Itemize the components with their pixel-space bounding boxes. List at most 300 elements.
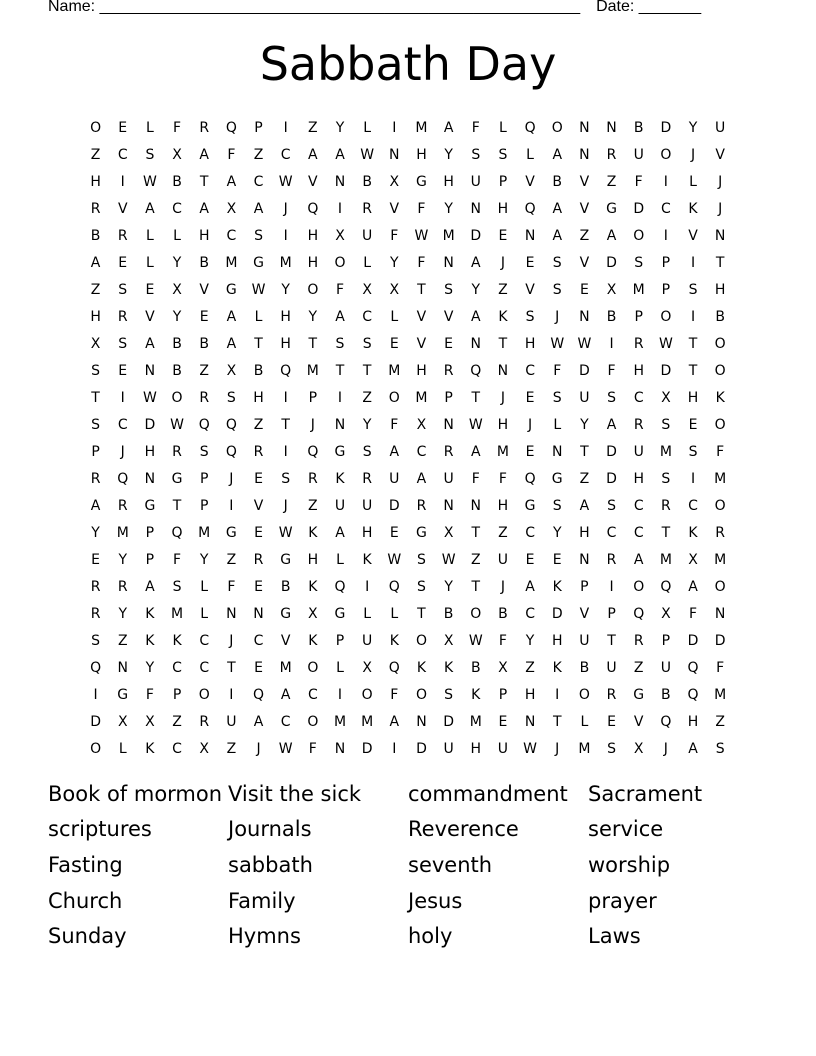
grid-letter: K <box>552 660 562 677</box>
grid-letter: W <box>658 335 673 352</box>
grid-letter: U <box>470 173 481 190</box>
grid-letter: D <box>361 741 373 758</box>
word-bank-item: commandment <box>408 781 568 806</box>
grid-letter: S <box>471 146 481 163</box>
grid-letter: X <box>308 606 318 623</box>
grid-letter: B <box>172 173 182 190</box>
grid-letter: T <box>688 335 698 352</box>
grid-letter: M <box>171 606 184 623</box>
grid-letter: S <box>525 308 535 325</box>
grid-letter: I <box>337 687 343 704</box>
grid-letter: P <box>634 308 643 325</box>
grid-letter: M <box>361 714 374 731</box>
grid-letter: C <box>117 146 128 163</box>
grid-letter: M <box>496 443 509 460</box>
grid-letter: L <box>689 173 697 190</box>
grid-letter: H <box>307 552 319 569</box>
grid-letter: W <box>170 416 184 433</box>
grid-letter: Z <box>308 119 318 136</box>
grid-letter: B <box>579 660 590 677</box>
grid-letter: Y <box>688 119 698 136</box>
grid-letter: H <box>579 524 590 541</box>
grid-letter: U <box>633 443 644 460</box>
grid-letter: V <box>416 308 427 325</box>
grid-letter: L <box>145 227 154 244</box>
grid-letter: E <box>525 552 535 569</box>
grid-letter: Q <box>280 362 292 379</box>
grid-letter: P <box>498 687 508 704</box>
grid-letter: X <box>498 660 508 677</box>
grid-letter: Q <box>660 714 672 731</box>
grid-letter: I <box>690 254 696 271</box>
grid-letter: I <box>120 389 125 406</box>
grid-letter: N <box>579 552 590 569</box>
grid-letter: W <box>468 416 483 433</box>
grid-letter: B <box>172 335 182 352</box>
grid-letter: N <box>389 146 400 163</box>
grid-letter: W <box>550 335 565 352</box>
grid-letter: C <box>199 660 210 677</box>
grid-letter: G <box>551 470 563 487</box>
word-bank-item: Family <box>228 888 296 913</box>
grid-letter: L <box>553 416 562 433</box>
grid-letter: A <box>633 552 644 569</box>
grid-letter: A <box>335 146 345 163</box>
grid-letter: S <box>91 416 101 433</box>
grid-letter: Z <box>308 497 318 514</box>
grid-letter: R <box>90 579 101 596</box>
grid-letter: S <box>362 335 372 352</box>
grid-letter: T <box>199 173 209 190</box>
grid-letter: P <box>335 633 345 650</box>
grid-letter: T <box>281 416 290 433</box>
grid-letter: M <box>225 254 238 271</box>
word-bank-item: worship <box>588 852 671 877</box>
grid-letter: J <box>310 416 315 433</box>
grid-letter: J <box>555 741 560 758</box>
grid-letter: Z <box>253 416 264 433</box>
grid-letter: Y <box>91 524 100 541</box>
grid-letter: A <box>226 308 237 325</box>
grid-letter: A <box>90 497 101 514</box>
grid-letter: Q <box>524 200 536 217</box>
grid-letter: A <box>470 443 481 460</box>
grid-letter: Y <box>335 119 345 136</box>
grid-letter: J <box>718 200 723 217</box>
grid-letter: H <box>280 335 291 352</box>
grid-letter: O <box>307 714 319 731</box>
grid-letter: P <box>172 687 182 704</box>
grid-letter: R <box>172 443 182 460</box>
grid-letter: F <box>716 443 725 460</box>
grid-letter: G <box>280 552 292 569</box>
grid-letter: W <box>577 335 592 352</box>
grid-letter: R <box>362 470 372 487</box>
grid-letter: L <box>363 606 372 623</box>
grid-letter: N <box>144 470 156 487</box>
grid-letter: I <box>663 227 668 244</box>
grid-letter: H <box>90 173 101 190</box>
header-fields <box>48 0 701 17</box>
grid-letter: V <box>579 606 590 623</box>
grid-letter: O <box>415 687 427 704</box>
grid-letter: A <box>280 687 291 704</box>
grid-letter: A <box>145 335 155 352</box>
grid-letter: P <box>661 254 671 271</box>
grid-letter: L <box>200 579 209 596</box>
grid-letter: S <box>498 146 508 163</box>
grid-letter: B <box>606 308 617 325</box>
grid-letter: I <box>337 389 343 406</box>
grid-letter: E <box>254 470 263 487</box>
grid-letter: N <box>579 119 590 136</box>
grid-letter: P <box>444 389 453 406</box>
word-bank-item: Church <box>48 888 123 913</box>
grid-letter: Y <box>471 281 481 298</box>
grid-letter: C <box>633 497 644 514</box>
grid-letter: Z <box>226 741 237 758</box>
grid-letter: A <box>552 146 563 163</box>
grid-letter: S <box>172 579 182 596</box>
grid-letter: C <box>280 146 291 163</box>
grid-letter: V <box>579 254 590 271</box>
grid-letter: T <box>552 714 562 731</box>
grid-letter: D <box>633 200 645 217</box>
grid-letter: A <box>308 146 318 163</box>
grid-letter: G <box>334 443 346 460</box>
grid-letter: B <box>90 227 101 244</box>
grid-letter: O <box>551 119 563 136</box>
grid-letter: K <box>335 470 345 487</box>
word-bank-item: Reverence <box>408 817 519 842</box>
grid-letter: R <box>307 470 318 487</box>
grid-letter: I <box>555 687 560 704</box>
grid-letter: R <box>443 362 454 379</box>
grid-letter: P <box>199 470 209 487</box>
grid-letter: X <box>172 281 182 298</box>
grid-letter: G <box>225 281 237 298</box>
grid-letter: F <box>634 173 643 190</box>
grid-letter: U <box>362 227 373 244</box>
word-bank-item: prayer <box>588 888 657 913</box>
grid-letter: T <box>688 362 698 379</box>
grid-letter: H <box>551 633 563 650</box>
grid-letter: V <box>117 200 128 217</box>
grid-letter: Q <box>687 687 699 704</box>
grid-letter: Z <box>633 660 644 677</box>
grid-letter: F <box>607 362 616 379</box>
grid-letter: I <box>229 497 234 514</box>
grid-letter: L <box>145 254 154 271</box>
grid-letter: R <box>633 633 644 650</box>
grid-letter: W <box>278 741 293 758</box>
grid-letter: F <box>390 687 399 704</box>
grid-letter: H <box>687 714 699 731</box>
grid-letter: S <box>444 687 454 704</box>
grid-letter: Y <box>552 524 562 541</box>
grid-letter: C <box>280 714 291 731</box>
grid-letter: Q <box>470 362 482 379</box>
grid-letter: I <box>392 741 397 758</box>
grid-letter: F <box>390 416 399 433</box>
grid-letter: Z <box>579 227 590 244</box>
grid-letter: C <box>633 389 644 406</box>
grid-letter: V <box>416 335 427 352</box>
grid-letter: B <box>199 254 209 271</box>
grid-letter: U <box>579 389 590 406</box>
grid-letter: H <box>633 470 644 487</box>
grid-letter: L <box>390 606 399 623</box>
page-title: Sabbath Day <box>259 37 557 91</box>
grid-letter: A <box>606 227 617 244</box>
grid-letter: H <box>714 281 726 298</box>
grid-letter: T <box>335 362 345 379</box>
grid-letter: E <box>254 660 263 677</box>
grid-letter: Z <box>525 660 535 677</box>
grid-letter: Y <box>172 308 182 325</box>
grid-letter: K <box>145 606 155 623</box>
grid-letter: G <box>633 687 645 704</box>
grid-letter: C <box>117 416 128 433</box>
grid-letter: N <box>551 443 563 460</box>
grid-letter: Y <box>281 281 290 298</box>
grid-letter: N <box>226 606 237 623</box>
grid-letter: J <box>283 200 288 217</box>
grid-letter: S <box>417 552 426 569</box>
grid-letter: U <box>443 470 454 487</box>
grid-letter: E <box>525 443 535 460</box>
grid-letter: X <box>661 606 671 623</box>
grid-letter: Y <box>444 579 453 596</box>
grid-letter: T <box>91 389 100 406</box>
grid-letter: F <box>498 470 507 487</box>
grid-letter: W <box>251 281 266 298</box>
grid-letter: I <box>283 227 288 244</box>
grid-letter: W <box>360 146 375 163</box>
grid-letter: Q <box>307 200 319 217</box>
grid-letter: F <box>308 741 317 758</box>
grid-letter: O <box>714 416 726 433</box>
grid-letter: R <box>90 200 101 217</box>
grid-letter: N <box>334 416 346 433</box>
grid-letter: U <box>660 660 671 677</box>
grid-letter: M <box>442 227 455 244</box>
grid-letter: D <box>687 633 699 650</box>
grid-letter: Z <box>498 281 508 298</box>
grid-letter: H <box>524 687 536 704</box>
grid-letter: X <box>416 416 427 433</box>
grid-letter: C <box>253 633 264 650</box>
grid-letter: V <box>443 308 454 325</box>
grid-letter: Y <box>118 552 128 569</box>
grid-letter: J <box>528 416 533 433</box>
word-bank-item: service <box>588 817 664 842</box>
grid-letter: A <box>389 443 400 460</box>
grid-letter: O <box>307 281 319 298</box>
grid-letter: U <box>497 552 509 569</box>
grid-letter: Q <box>225 416 237 433</box>
grid-letter: L <box>336 552 344 569</box>
grid-letter: C <box>226 227 237 244</box>
grid-letter: D <box>388 497 400 514</box>
word-bank-item: Visit the sick <box>228 781 362 806</box>
grid-letter: Q <box>225 443 237 460</box>
grid-letter: R <box>117 579 128 596</box>
grid-letter: A <box>335 308 345 325</box>
grid-letter: K <box>308 633 318 650</box>
grid-letter: Z <box>498 524 508 541</box>
grid-letter: F <box>471 119 480 136</box>
grid-letter: R <box>715 524 726 541</box>
grid-letter: G <box>524 497 536 514</box>
grid-letter: R <box>606 146 617 163</box>
grid-letter: F <box>471 470 480 487</box>
grid-letter: G <box>280 606 292 623</box>
grid-letter: P <box>254 119 263 136</box>
grid-letter: Q <box>524 470 536 487</box>
grid-letter: F <box>390 227 399 244</box>
grid-letter: I <box>609 335 614 352</box>
grid-letter: R <box>199 714 210 731</box>
grid-letter: J <box>718 173 723 190</box>
grid-letter: Q <box>334 579 346 596</box>
grid-letter: V <box>253 497 264 514</box>
grid-letter: H <box>198 227 210 244</box>
grid-letter: X <box>90 335 101 352</box>
grid-letter: P <box>661 633 671 650</box>
grid-letter: Z <box>362 389 372 406</box>
grid-letter: C <box>253 173 264 190</box>
grid-letter: F <box>173 552 182 569</box>
grid-letter: H <box>307 254 319 271</box>
grid-letter: T <box>471 389 481 406</box>
grid-letter: K <box>389 633 399 650</box>
grid-letter: T <box>362 362 372 379</box>
grid-letter: H <box>90 308 101 325</box>
grid-letter: A <box>145 200 155 217</box>
grid-letter: S <box>607 389 616 406</box>
grid-letter: M <box>415 389 428 406</box>
grid-letter: Y <box>362 416 372 433</box>
grid-letter: I <box>609 579 614 596</box>
grid-letter: P <box>308 389 318 406</box>
name-line: ______________________________________________________ <box>99 0 581 15</box>
grid-letter: M <box>659 552 672 569</box>
grid-letter: J <box>229 633 234 650</box>
grid-letter: S <box>552 389 562 406</box>
grid-letter: F <box>145 687 154 704</box>
grid-letter: O <box>660 308 672 325</box>
grid-letter: D <box>606 443 617 460</box>
grid-letter: R <box>253 443 264 460</box>
grid-letter: S <box>607 741 616 758</box>
word-bank-item: sabbath <box>228 852 313 877</box>
word-bank-item: Book of mormon <box>48 781 223 806</box>
grid-letter: Q <box>117 470 129 487</box>
grid-letter: S <box>552 497 562 514</box>
word-bank-item: scriptures <box>48 817 152 842</box>
grid-letter: O <box>714 579 726 596</box>
grid-letter: S <box>661 416 671 433</box>
grid-letter: P <box>91 443 100 460</box>
grid-letter: L <box>363 119 372 136</box>
grid-letter: P <box>607 606 616 623</box>
grid-letter: S <box>634 254 644 271</box>
grid-letter: L <box>336 660 344 677</box>
grid-letter: N <box>334 173 346 190</box>
grid-letter: P <box>580 579 589 596</box>
grid-letter: C <box>525 606 535 623</box>
grid-letter: K <box>715 389 725 406</box>
grid-letter: D <box>606 470 617 487</box>
grid-letter: H <box>443 173 454 190</box>
grid-letter: D <box>144 416 156 433</box>
grid-letter: U <box>443 741 454 758</box>
grid-letter: E <box>498 227 508 244</box>
grid-letter: N <box>497 362 509 379</box>
grid-letter: L <box>118 741 127 758</box>
grid-letter: R <box>416 497 427 514</box>
grid-letter: Z <box>90 146 101 163</box>
grid-letter: F <box>335 281 345 298</box>
grid-letter: U <box>362 633 373 650</box>
grid-letter: M <box>388 362 401 379</box>
grid-letter: A <box>253 714 264 731</box>
grid-letter: A <box>199 146 209 163</box>
grid-letter: N <box>470 335 481 352</box>
grid-letter: S <box>417 579 426 596</box>
grid-letter: A <box>579 497 590 514</box>
grid-letter: K <box>471 687 481 704</box>
grid-letter: C <box>362 308 373 325</box>
grid-letter: I <box>663 173 668 190</box>
grid-letter: Y <box>118 606 128 623</box>
grid-letter: F <box>417 254 426 271</box>
grid-letter: W <box>142 389 157 406</box>
word-bank-item: Laws <box>588 924 641 949</box>
grid-letter: H <box>524 335 536 352</box>
grid-letter: J <box>283 497 288 514</box>
grid-letter: H <box>361 524 373 541</box>
grid-letter: D <box>660 362 672 379</box>
grid-letter: V <box>525 173 535 190</box>
grid-letter: X <box>335 227 345 244</box>
grid-letter: E <box>579 281 589 298</box>
grid-letter: W <box>468 633 483 650</box>
grid-letter: Q <box>388 660 400 677</box>
grid-letter: R <box>90 470 101 487</box>
grid-letter: N <box>579 308 590 325</box>
grid-letter: J <box>500 389 505 406</box>
grid-letter: V <box>308 173 318 190</box>
grid-letter: M <box>333 714 347 731</box>
grid-letter: K <box>688 524 698 541</box>
grid-letter: S <box>552 254 562 271</box>
grid-letter: A <box>226 173 237 190</box>
grid-letter: U <box>362 497 373 514</box>
grid-letter: D <box>660 119 672 136</box>
grid-letter: R <box>117 497 128 514</box>
grid-letter: J <box>500 254 505 271</box>
grid-letter: Q <box>198 416 210 433</box>
word-bank-item: Journals <box>228 817 312 842</box>
grid-letter: F <box>227 146 236 163</box>
word-bank-item: Hymns <box>228 924 301 949</box>
grid-letter: S <box>444 281 454 298</box>
grid-letter: I <box>283 119 288 136</box>
grid-letter: E <box>118 254 128 271</box>
grid-letter: S <box>226 389 236 406</box>
